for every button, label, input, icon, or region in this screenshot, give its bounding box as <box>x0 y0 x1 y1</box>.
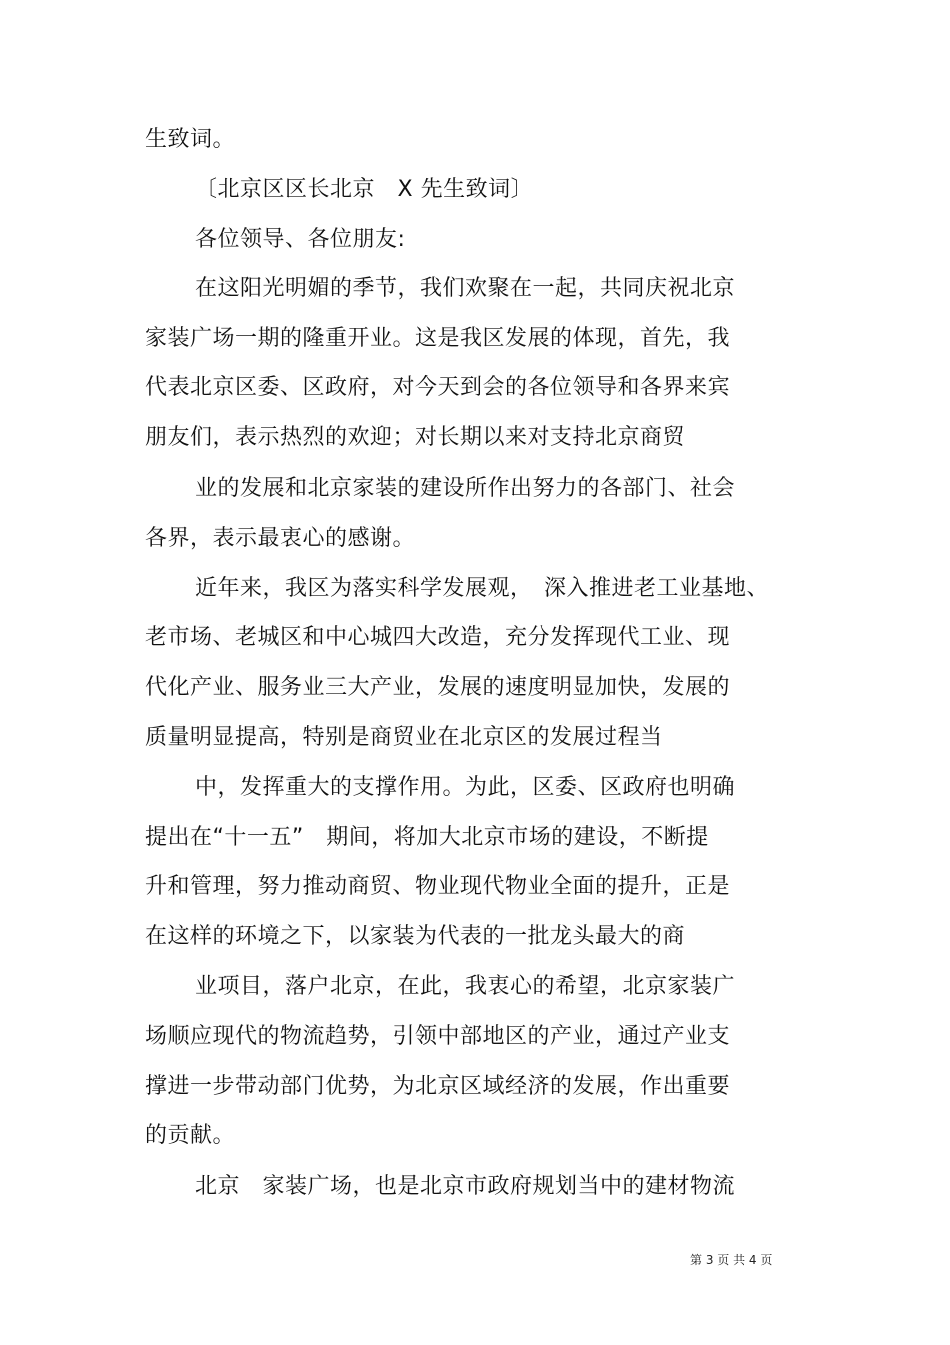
text-line-1: 生致词。 <box>145 127 236 152</box>
text-line-6: 代表北京区委、区政府，对今天到会的各位领导和各界来宾 <box>145 375 731 400</box>
text-line-21: 的贡献。 <box>145 1123 236 1148</box>
text-line-8: 业的发展和北京家装的建设所作出努力的各部门、社会 <box>195 476 736 501</box>
text-line-18: 业项目，落户北京，在此，我衷心的希望，北京家装广 <box>195 974 736 999</box>
text-line-14: 中，发挥重大的支撑作用。为此，区委、区政府也明确 <box>195 775 736 800</box>
text-line-13: 质量明显提高，特别是商贸业在北京区的发展过程当 <box>145 725 663 750</box>
text-line-22: 北京 家装广场，也是北京市政府规划当中的建材物流 <box>195 1174 736 1199</box>
text-line-3: 各位领导、各位朋友: <box>195 227 406 252</box>
text-line-10: 近年来，我区为落实科学发展观， 深入推进老工业基地、 <box>195 576 770 601</box>
text-line-5: 家装广场一期的隆重开业。这是我区发展的体现，首先，我 <box>145 326 731 351</box>
text-line-19: 场顺应现代的物流趋势，引领中部地区的产业，通过产业支 <box>145 1024 731 1049</box>
page-number-footer: 第 3 页 共 4 页 <box>690 1253 773 1267</box>
text-line-15: 提出在“十一五” 期间，将加大北京市场的建设，不断提 <box>145 825 709 850</box>
text-line-17: 在这样的环境之下，以家装为代表的一批龙头最大的商 <box>145 924 686 949</box>
text-line-4: 在这阳光明媚的季节，我们欢聚在一起，共同庆祝北京 <box>195 276 736 301</box>
text-line-7: 朋友们，表示热烈的欢迎；对长期以来对支持北京商贸 <box>145 425 686 450</box>
text-line-12: 代化产业、服务业三大产业，发展的速度明显加快，发展的 <box>145 675 731 700</box>
text-line-20: 撑进一步带动部门优势，为北京区域经济的发展，作出重要 <box>145 1074 731 1099</box>
text-line-9: 各界，表示最衷心的感谢。 <box>145 526 416 551</box>
text-line-11: 老市场、老城区和中心城四大改造，充分发挥现代工业、现 <box>145 625 731 650</box>
text-line-16: 升和管理，努力推动商贸、物业现代物业全面的提升，正是 <box>145 874 731 899</box>
text-line-2: 〔北京区区长北京 X 先生致词〕 <box>195 177 534 202</box>
